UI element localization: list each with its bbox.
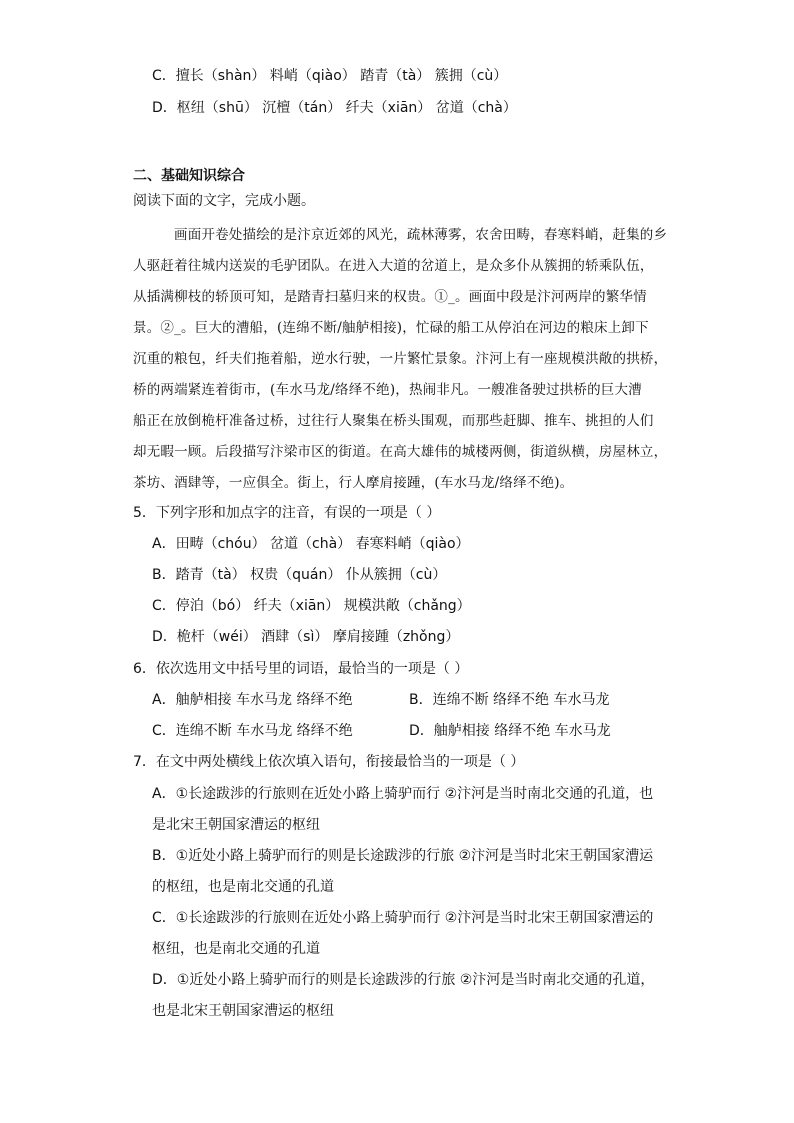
question-5-option-b: B．踏青（tà） 权贵（quán） 仆从簇拥（cù）: [152, 567, 447, 583]
passage-line-2: 人驱赶着往城内送炭的毛驴团队。在进入大道的岔道上，是众多仆从簇拥的轿乘队伍，: [133, 258, 654, 274]
section-instruction: 阅读下面的文字，完成小题。: [133, 193, 315, 209]
question-6-option-d: D．舳舻相接 络绎不绝 车水马龙: [409, 723, 611, 739]
section-title: 二、基础知识综合: [133, 168, 245, 184]
question-7-option-a-line-1: A．①长途跋涉的行旅则在近处小路上骑驴而行 ②汴河是当时南北交通的孔道，也: [152, 786, 654, 802]
question-7-option-c-line-2: 枢纽，也是南北交通的孔道: [152, 941, 320, 957]
question-5-option-c: C．停泊（bó） 纤夫（xiān） 规模洪敞（chǎng）: [152, 598, 471, 614]
question-5-option-d: D．桅杆（wéi） 酒肆（sì） 摩肩接踵（zhǒng）: [152, 629, 460, 645]
question-7-option-d-line-2: 也是北宋王朝国家漕运的枢纽: [152, 1003, 334, 1019]
question-7-option-c-line-1: C．①长途跋涉的行旅则在近处小路上骑驴而行 ②汴河是当时北宋王朝国家漕运的: [152, 910, 654, 926]
passage-line-1: 画面开卷处描绘的是汴京近郊的风光，疏林薄雾，农舍田畴，春寒料峭，赶集的乡: [174, 227, 668, 243]
question-6-option-a: A．舳舻相接 车水马龙 络绎不绝: [152, 692, 353, 708]
question-7-option-b-line-2: 的枢纽，也是南北交通的孔道: [152, 879, 334, 895]
passage-line-9: 茶坊、酒肆等，一应俱全。街上，行人摩肩接踵，(车水马龙/络绎不绝)。: [133, 475, 574, 491]
question-7-option-a-line-2: 是北宋王朝国家漕运的枢纽: [152, 817, 320, 833]
option-c-top: C．擅长（shàn） 料峭（qiào） 踏青（tà） 簇拥（cù）: [152, 68, 508, 84]
passage-line-7: 船正在放倒桅杆准备过桥，过往行人聚集在桥头围观，而那些赶脚、推车、挑担的人们: [133, 413, 654, 429]
question-6-option-b: B．连绵不断 络绎不绝 车水马龙: [409, 692, 610, 708]
question-7-stem: 7．在文中两处横线上依次填入语句，衔接最恰当的一项是（ ）: [133, 754, 525, 770]
question-6-stem: 6．依次选用文中括号里的词语，最恰当的一项是（ ）: [133, 661, 469, 677]
passage-line-3: 从插满柳枝的轿顶可知，是踏青扫墓归来的权贵。①_。画面中段是汴河两岸的繁华情: [133, 289, 647, 305]
passage-line-4: 景。②_。巨大的漕船，(连绵不断/舳舻相接)，忙碌的船工从停泊在河边的粮床上卸下: [133, 320, 649, 336]
question-6-option-c: C．连绵不断 车水马龙 络绎不绝: [152, 723, 353, 739]
question-5-stem: 5．下列字形和加点字的注音，有误的一项是（ ）: [133, 505, 441, 521]
passage-line-5: 沉重的粮包，纤夫们拖着船，逆水行驶，一片繁忙景象。汴河上有一座规模洪敞的拱桥，: [133, 351, 668, 367]
question-5-option-a: A．田畴（chóu） 岔道（chà） 春寒料峭（qiào）: [152, 536, 470, 552]
passage-line-8: 却无暇一顾。后段描写汴梁市区的街道。在高大雄伟的城楼两侧，街道纵横，房屋林立，: [133, 444, 668, 460]
passage-line-6: 桥的两端紧连着街市，(车水马龙/络绎不绝)，热闹非凡。一艘准备驶过拱桥的巨大漕: [133, 382, 642, 398]
question-7-option-d-line-1: D．①近处小路上骑驴而行的则是长途跋涉的行旅 ②汴河是当时南北交通的孔道，: [152, 972, 655, 988]
question-7-option-b-line-1: B．①近处小路上骑驴而行的则是长途跋涉的行旅 ②汴河是当时北宋王朝国家漕运: [152, 848, 654, 864]
option-d-top: D．枢纽（shū） 沉檀（tán） 纤夫（xiān） 岔道（chà）: [152, 100, 517, 116]
